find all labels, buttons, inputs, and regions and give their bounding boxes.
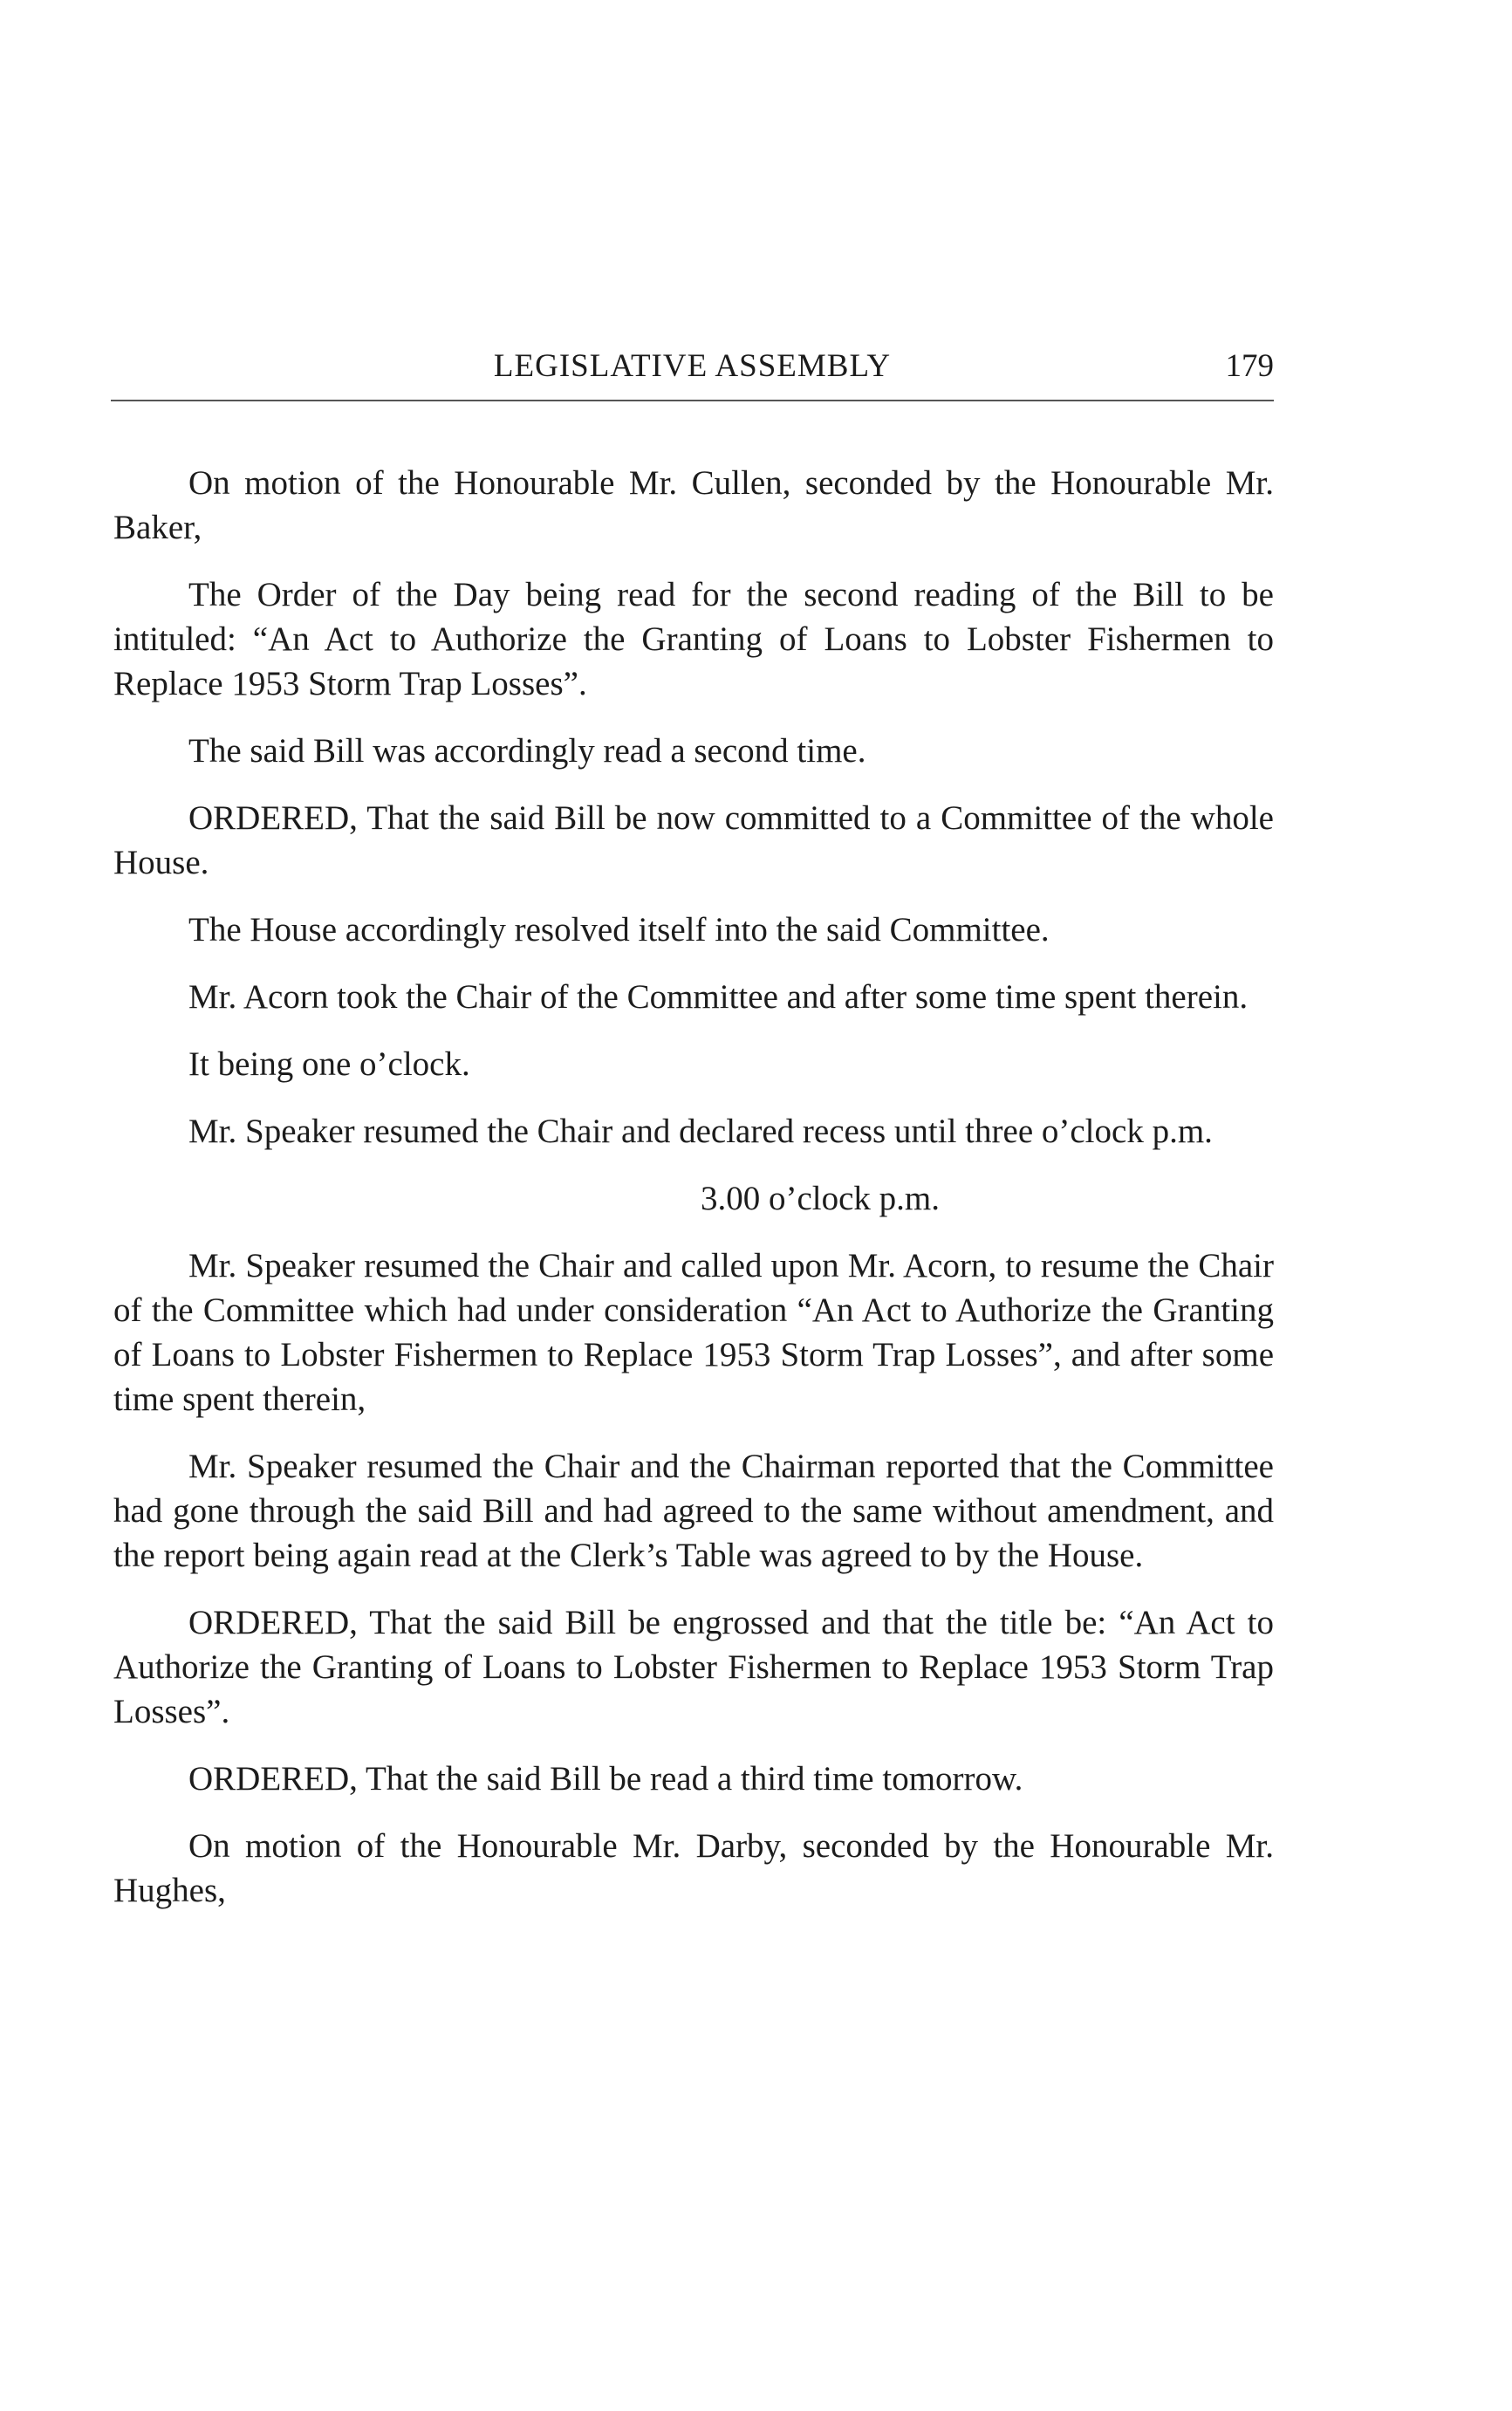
paragraph-acorn-chair: Mr. Acorn took the Chair of the Committee and after some time spent therein. (188, 978, 1249, 1016)
page-header (111, 347, 1274, 393)
time-heading: 3.00 o’clock p.m. (700, 1180, 941, 1217)
paragraph-chairman-reported: Mr. Speaker resumed the Chair and the Chairman reported that the Committee had gone through the said Bill and had agreed to the same without amendment, and the report being again read at the Clerk’s Table was agreed to by the House. (113, 1448, 1274, 1574)
paragraph-speaker-resumed: Mr. Speaker resumed the Chair and called upon Mr. Acorn, to resume the Chair of the Committee which had under consideration “An Act to Authorize the Granting of Loans to Lobster Fishermen to Replace 1953 Storm Trap Losses”, and after some time spent therein, (113, 1247, 1274, 1418)
paragraph-third-reading: ORDERED, That the said Bill be read a third time tomorrow. (188, 1760, 1023, 1798)
paragraph-one-oclock: It being one o’clock. (188, 1045, 470, 1083)
paragraph-motion-darby: On motion of the Honourable Mr. Darby, seconded by the Honourable Mr. Hughes, (113, 1827, 1274, 1909)
paragraph-house-resolved: The House accordingly resolved itself into the said Committee. (188, 911, 1050, 949)
header-title: LEGISLATIVE ASSEMBLY (493, 348, 892, 384)
paragraph-motion-cullen: On motion of the Honourable Mr. Cullen, seconded by the Honourable Mr. Baker, (113, 464, 1274, 546)
paragraph-recess: Mr. Speaker resumed the Chair and declared recess until three o’clock p.m. (188, 1113, 1213, 1150)
page-number: 179 (1225, 348, 1274, 384)
paragraph-order-of-day: The Order of the Day being read for the second reading of the Bill to be intituled: “An Act to Authorize the Granting of Loans to Lobster Fishermen to Replace 1953 Storm Trap Losses”. (113, 576, 1274, 702)
body-text (113, 461, 1274, 1935)
paragraph-ordered-committed: ORDERED, That the said Bill be now committed to a Committee of the whole House. (113, 799, 1274, 881)
paragraph-ordered-engrossed: ORDERED, That the said Bill be engrossed and that the title be: “An Act to Authorize the Granting of Loans to Lobster Fishermen to Replace 1953 Storm Trap Losses”. (113, 1604, 1274, 1730)
paragraph-second-reading: The said Bill was accordingly read a second time. (188, 732, 866, 770)
header-rule (111, 400, 1274, 401)
